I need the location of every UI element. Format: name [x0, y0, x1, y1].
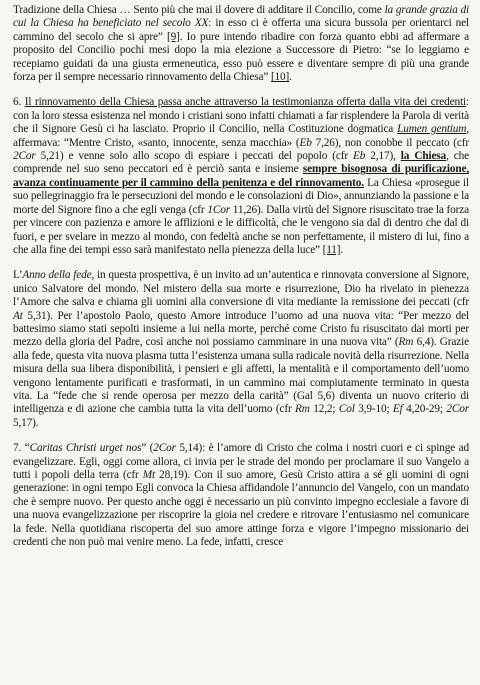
- text-run: 2,17),: [365, 150, 401, 163]
- citation-book: Ef: [392, 403, 403, 416]
- citation-book: Eb: [353, 150, 366, 163]
- text-run: 4,20-29;: [402, 403, 447, 416]
- text-run: Tradizione della Chiesa … Sento più che mai il dovere di additare il Concilio, come: [13, 4, 385, 16]
- citation-book: Rm: [398, 336, 414, 349]
- paragraph-number: 6.: [13, 96, 25, 109]
- citation-book: Rm: [295, 403, 310, 416]
- paragraph-7-caritas: [13, 442, 469, 549]
- emphasis-text: Anno della fede: [22, 269, 92, 282]
- footnote-link-11[interactable]: [11]: [322, 243, 341, 256]
- text-run: : in esso ci è offerta una sicura bussola per orientarci nel cammino del secolo che si apre”: [13, 17, 469, 43]
- paragraph-year-of-faith: [13, 269, 469, 430]
- citation-book: Col: [338, 403, 355, 416]
- text-run: .: [340, 243, 344, 256]
- text-run: 12,2;: [309, 403, 339, 416]
- footnote-link-9[interactable]: [9]: [166, 30, 180, 43]
- text-run: 28,19). Con il suo amore, Gesù Cristo attira a sé gli uomini di ogni generazione: in ogni tempo Egli convoca la Chiesa affidandole l’annuncio del Vangelo, con un mandato che è sempre nuovo. Per questo anche oggi è necessario un più convinto impegno ecclesiale a favore di una nuova evangelizzazione per riscoprire la gioia nel credere e ritrovare l’entusiasmo nel comunicare la fede. Nella quotidiana riscoperta del suo amore attinge forza e vigore l’impegno missionario dei credenti che non può mai venire meno. La fede, infatti, cresce: [13, 469, 469, 549]
- text-run: ” (: [141, 442, 154, 455]
- text-run: , in questa prospettiva, è un invito ad un’autentica e rinnovata conversione al Signore, unico Salvatore del mondo. Nel mistero della sua morte e risurrezione, Dio ha rivelato in pienezza l’Amore che salva e chiama gli uomini alla conversione di vita mediante la remissione dei peccati (cfr: [13, 269, 470, 309]
- underlined-heading-text: Il rinnovamento della Chiesa passa anche attraverso la testimonianza offerta dalla vita dei credenti: [24, 96, 466, 109]
- paragraph-council-tradition: [13, 4, 469, 84]
- emphasis-text: Caritas Christi urget nos: [29, 442, 142, 455]
- text-run: 5,31). Per l’apostolo Paolo, questo Amore introduce l’uomo ad una nuova vita: “Per mezzo del battesimo siamo stati sepolti insieme a lui nella morte, perché come Cristo fu risuscitato dai morti per mezzo della gloria del Padre, così anche noi possiamo camminare in una nuova vita” (: [13, 309, 469, 349]
- bold-underlined-text: la Chiesa: [400, 150, 447, 163]
- paragraph-6-renewal: [13, 96, 469, 257]
- citation-book: At: [13, 309, 23, 322]
- bold-underlined-text: sempre bisognosa di purificazione, avanza continuamente per il cammino della penitenza e del rinnovamento.: [13, 163, 469, 189]
- citation-book: 2Cor: [446, 403, 469, 416]
- citation-book: 1Cor: [207, 203, 230, 216]
- paragraph-number: 7. “: [13, 442, 30, 455]
- footnote-link-10[interactable]: [10]: [270, 71, 290, 84]
- text-run: La Chiesa «prosegue il suo pellegrinaggio fra le persecuzioni del mondo e le consolazioni di Dio», annunziando la passione e la morte del Signore fino a che egli venga (cfr: [13, 176, 470, 216]
- text-run: , che comprende nel suo seno peccatori ed è perciò santa e insieme: [13, 150, 469, 176]
- text-run: . Io pure intendo ribadire con forza quanto ebbi ad affermare a proposito del Concilio pochi mesi dopo la mia elezione a Successore di Pietro: “se lo leggiamo e recepiamo guidati da una giusta ermeneutica, esso può essere e diventare sempre di più una grande forza per il sempre necessario rinnovamento della Chiesa”: [13, 30, 469, 84]
- text-run: .: [289, 71, 292, 84]
- citation-book: Mt: [142, 469, 155, 481]
- text-run: 5,21) e venne solo allo scopo di espiare i peccati del popolo (cfr: [35, 150, 354, 163]
- citation-book: Eb: [299, 136, 312, 149]
- text-run: 5,17).: [13, 416, 39, 429]
- citation-book: 2Cor: [13, 150, 36, 163]
- text-run: L’: [13, 269, 23, 282]
- document-title-link[interactable]: Lumen gentium: [397, 123, 467, 136]
- text-run: 3,9-10;: [354, 403, 393, 416]
- emphasis-text: la grande grazia di cui la Chiesa ha beneficiato nel secolo XX: [13, 4, 470, 30]
- citation-book: 2Cor: [153, 442, 176, 455]
- text-run: : con la loro stessa esistenza nel mondo i cristiani sono infatti chiamati a far risplendere la Parola di verità che il Signore Gesù ci ha lasciato. Proprio il Concilio, nella Costituzione dogmatica: [13, 96, 469, 136]
- text-run: 6,4). Grazie alla fede, questa vita nuova plasma tutta l’esistenza umana sulla radicale novità della risurrezione. Nella misura della sua libera disponibilità, i pensieri e gli affetti, la mentalità e il comportamento dell’uomo vengono lentamente purificati e trasformati, in un cammino mai compiutamente terminato in questa vita. La “fede che si rende operosa per mezzo della carità” (Gal 5,6) diventa un nuovo criterio di intelligenza e di azione che cambia tutta la vita dell’uomo (cfr: [13, 336, 469, 416]
- text-run: 5,14): è l’amore di Cristo che colma i nostri cuori e ci spinge ad evangelizzare. Egli, oggi come allora, ci invia per le strade del mondo per proclamare il suo Vangelo a tutti i popoli della terra (cfr: [13, 442, 469, 481]
- text-run: , affermava: “Mentre Cristo, «santo, innocente, senza macchia» (: [13, 123, 469, 149]
- text-run: 7,26), non conobbe il peccato (cfr: [311, 136, 469, 149]
- text-run: 11,26). Dalla virtù del Signore risuscitato trae la forza per vincere con pazienza e amore le afflizioni e le difficoltà, che le vengono sia dal di dentro che dal di fuori, e per svelare in mezzo al mondo, con fedeltà anche se non perfettamente, il mistero di lui, fino a che alla fine dei tempi esso sarà manifestato nella pienezza della luce”: [13, 203, 469, 256]
